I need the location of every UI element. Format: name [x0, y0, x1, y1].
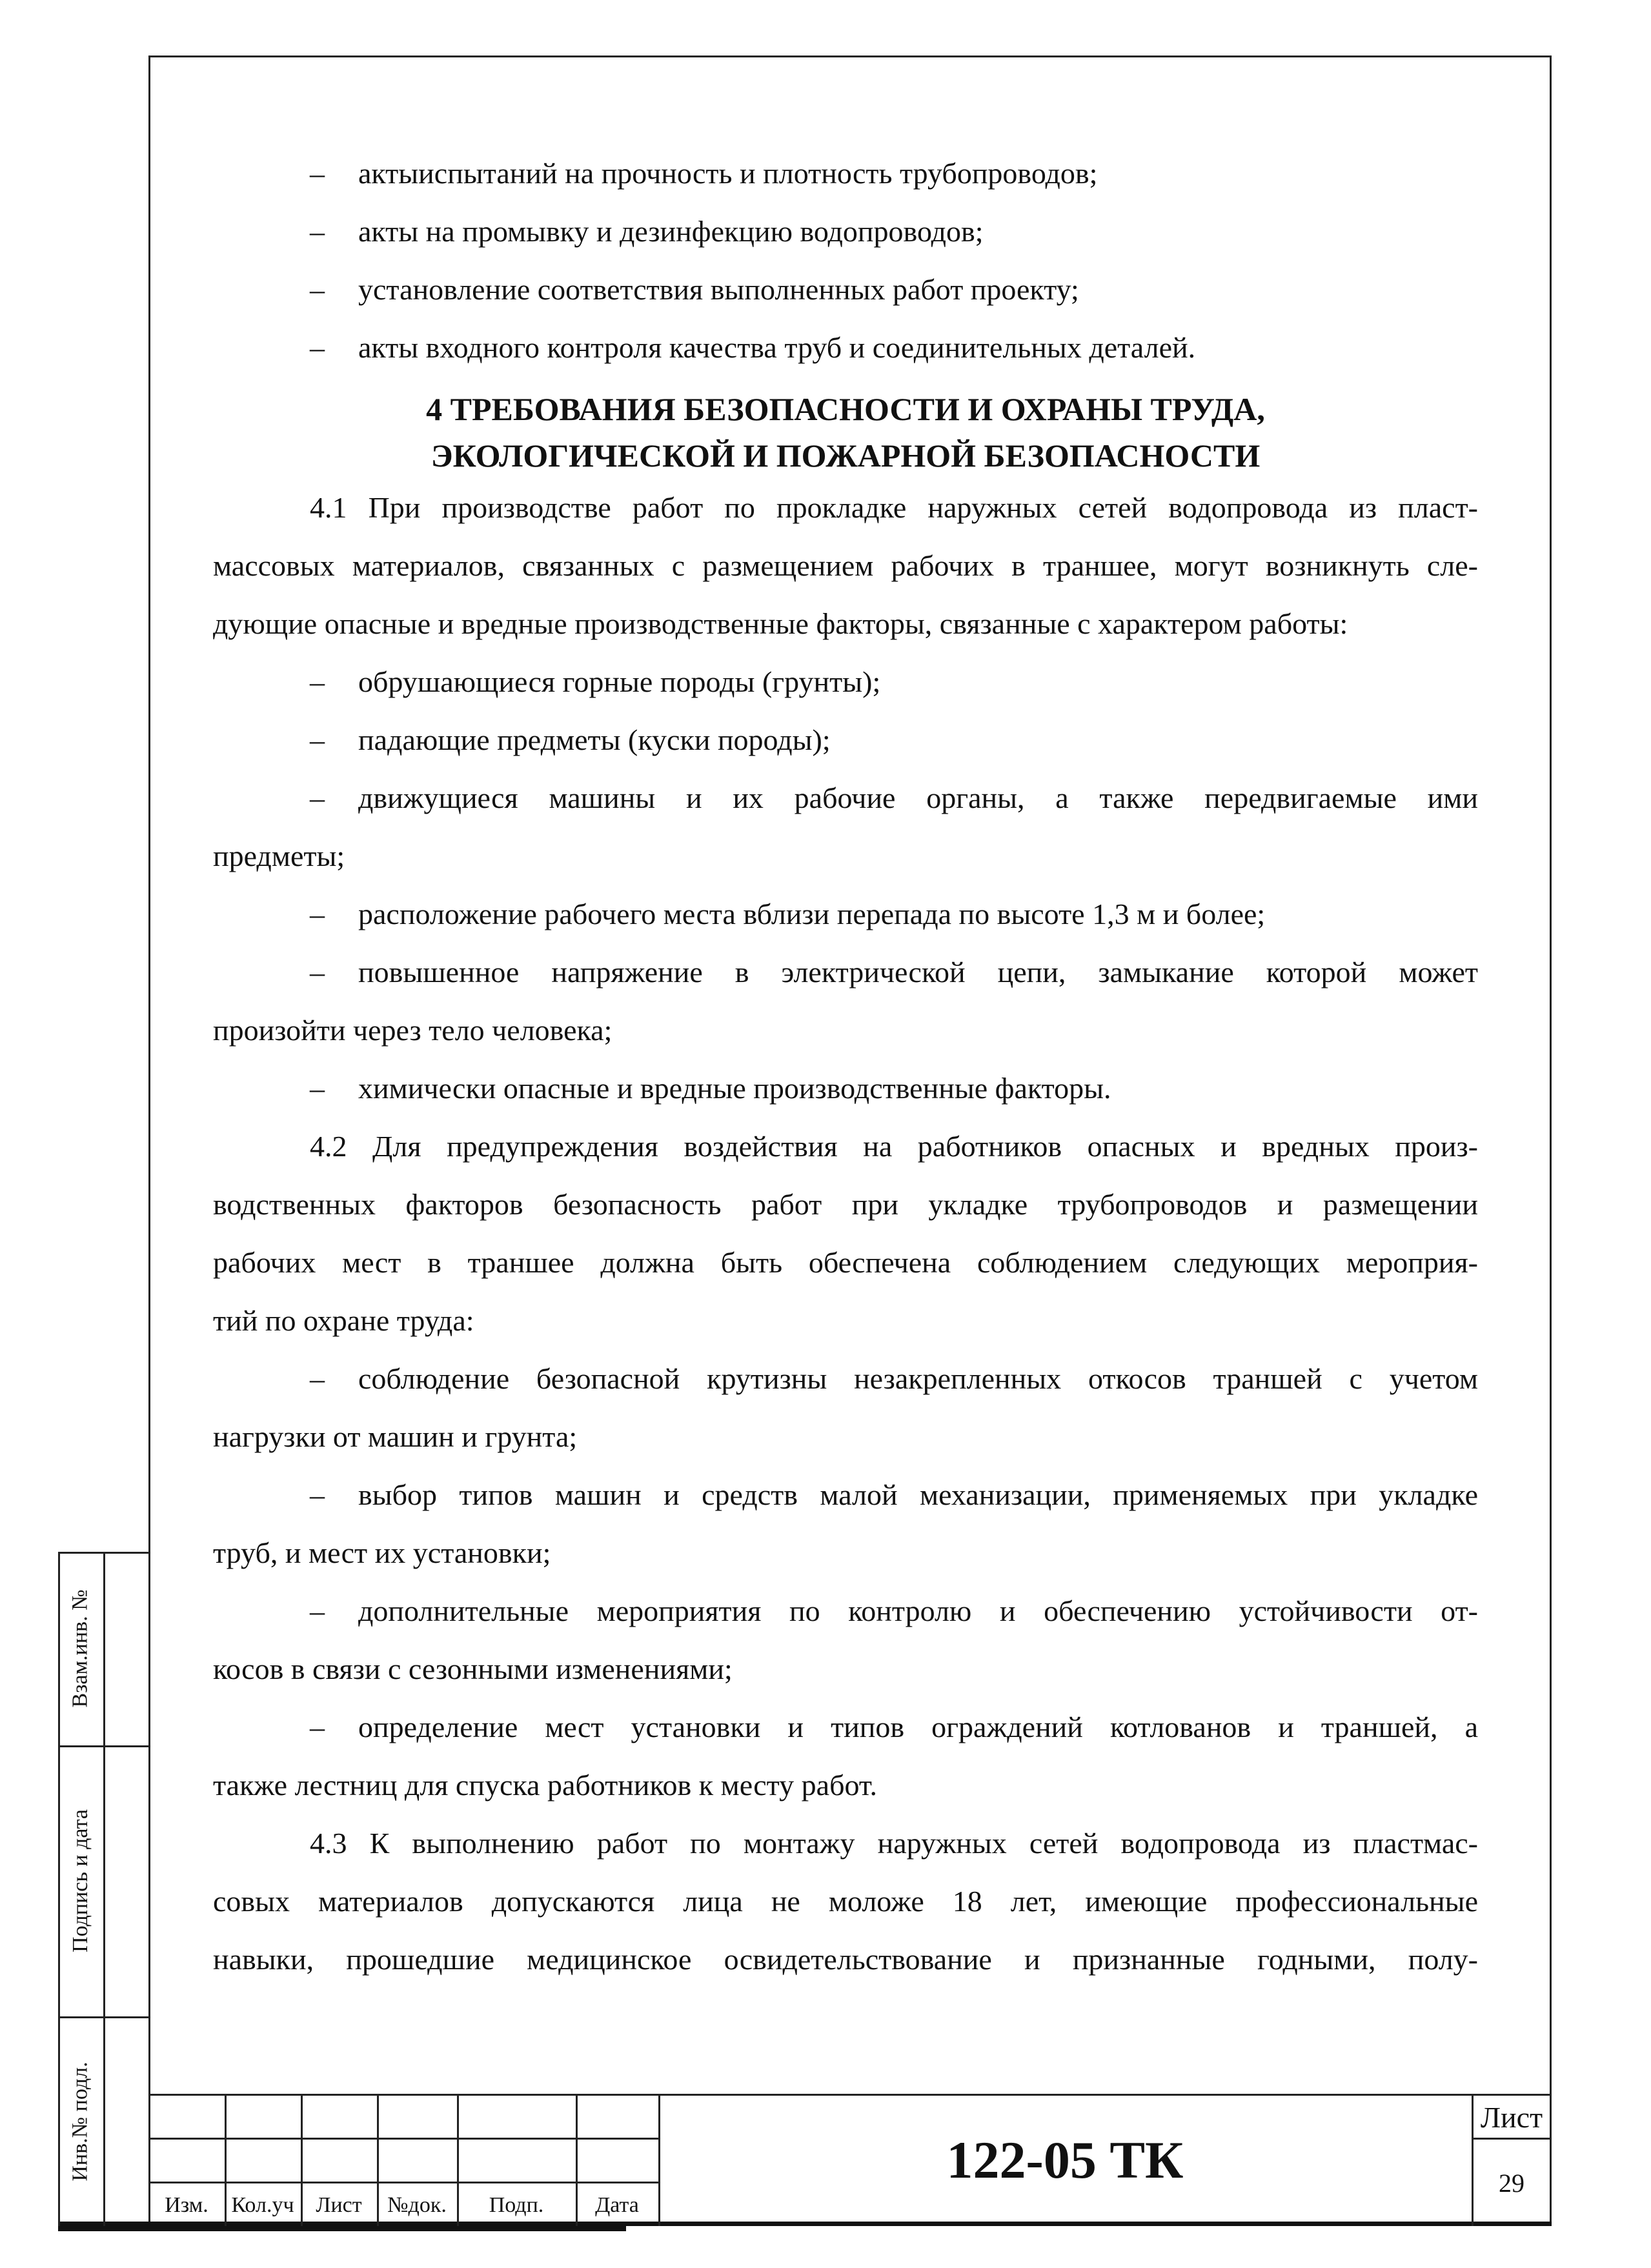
list-dash: –	[310, 157, 325, 190]
paragraph-text: дующие опасные и вредные производственные факторы, связанные с характером работы:	[213, 607, 1348, 640]
list-dash: –	[310, 215, 325, 248]
section-heading-line-2: ЭКОЛОГИЧЕСКОЙ И ПОЖАРНОЙ БЕЗОПАСНОСТИ	[430, 437, 1261, 474]
stamp-col-ndok: №док.	[387, 2193, 447, 2217]
frame-top-border	[148, 55, 1552, 57]
list-dash: –	[310, 665, 325, 698]
list-item	[213, 943, 1478, 1001]
list-item-text: предметы;	[213, 839, 345, 872]
list-item	[213, 711, 1478, 769]
list-item-text: химически опасные и вредные производственные факторы.	[358, 1072, 1111, 1105]
list-item-text: также лестниц для спуска работников к месту работ.	[213, 1769, 878, 1801]
list-item	[213, 1350, 1478, 1408]
paragraph-text: навыки, прошедшие медицинское освидетельствование и признанные годными, полу-	[213, 1943, 1478, 1976]
list-item-text: акты на промывку и дезинфекцию водопроводов;	[358, 215, 984, 248]
paragraph-line	[213, 1234, 1478, 1292]
side-stamp-column	[58, 1552, 150, 2226]
list-item-continuation	[213, 827, 1478, 885]
sheet-number: 29	[1499, 2168, 1524, 2198]
paragraph-text: 4.2 Для предупреждения воздействия на работников опасных и вредных произ-	[310, 1130, 1478, 1163]
paragraph-line	[213, 1118, 1478, 1176]
document-body	[213, 145, 1478, 1989]
list-dash: –	[310, 956, 325, 988]
paragraph-line	[213, 537, 1478, 595]
list-item-text: определение мест установки и типов ограждений котлованов и траншей, а	[358, 1711, 1478, 1743]
paragraph-line	[213, 1931, 1478, 1989]
list-item-continuation	[213, 1001, 1478, 1059]
list-item-continuation	[213, 1640, 1478, 1698]
stamp-col-podp: Подп.	[489, 2193, 544, 2217]
paragraph-text: водственных факторов безопасность работ при укладке трубопроводов и размещении	[213, 1188, 1478, 1221]
stamp-col-data: Дата	[595, 2193, 639, 2217]
list-item-text: установление соответствия выполненных работ проекту;	[358, 273, 1079, 306]
paragraph-line	[213, 1176, 1478, 1234]
list-item-text: произойти через тело человека;	[213, 1014, 613, 1047]
list-item-continuation	[213, 1756, 1478, 1814]
list-item	[213, 769, 1478, 827]
list-dash: –	[310, 1711, 325, 1743]
list-item	[213, 1059, 1478, 1118]
list-item-text: падающие предметы (куски породы);	[358, 723, 831, 756]
stamp-col-list: Лист	[316, 2193, 362, 2217]
list-dash: –	[310, 898, 325, 930]
paragraph-line	[213, 1292, 1478, 1350]
stamp-col-kol-uch: Кол.уч	[231, 2193, 294, 2217]
list-item-text: повышенное напряжение в электрической цепи, замыкание которой может	[358, 956, 1478, 988]
title-block	[148, 2094, 1552, 2226]
list-item-text: соблюдение безопасной крутизны незакрепленных откосов траншей с учетом	[358, 1362, 1478, 1395]
side-label-signature-date: Подпись и дата	[68, 1809, 92, 1952]
stamp-col-izm: Изм.	[165, 2193, 208, 2217]
list-item	[213, 1698, 1478, 1756]
paragraph-text: тий по охране труда:	[213, 1304, 474, 1337]
paragraph-text: совых материалов допускаются лица не моложе 18 лет, имеющие профессиональные	[213, 1885, 1478, 1918]
paragraph-line	[213, 1814, 1478, 1872]
section-heading-line-1: 4 ТРЕБОВАНИЯ БЕЗОПАСНОСТИ И ОХРАНЫ ТРУДА,	[426, 391, 1265, 427]
list-item-text: косов в связи с сезонными изменениями;	[213, 1652, 733, 1685]
list-item	[213, 885, 1478, 943]
list-dash: –	[310, 781, 325, 814]
list-item-text: акты входного контроля качества труб и соединительных деталей.	[358, 331, 1196, 364]
list-item-text: движущиеся машины и их рабочие органы, а также передвигаемые ими	[358, 781, 1478, 814]
list-item-continuation	[213, 1524, 1478, 1582]
sheet-label: Лист	[1480, 2100, 1543, 2134]
side-label-replace-inv: Взам.инв. №	[68, 1589, 93, 1708]
side-label-inv-original: Инв.№ подл.	[68, 2061, 93, 2182]
paragraph-text: 4.1 При производстве работ по прокладке наружных сетей водопровода из пласт-	[310, 491, 1478, 524]
paragraph-line	[213, 1872, 1478, 1931]
paragraph-text: массовых материалов, связанных с размещением рабочих в траншее, могут возникнуть сле-	[213, 549, 1478, 582]
paragraph-text: 4.3 К выполнению работ по монтажу наружных сетей водопровода из пластмас-	[310, 1827, 1478, 1860]
list-item-text: расположение рабочего места вблизи перепада по высоте 1,3 м и более;	[358, 898, 1266, 930]
list-dash: –	[310, 1594, 325, 1627]
title-block-rule	[1472, 2138, 1552, 2140]
list-item-text: дополнительные мероприятия по контролю и обеспечению устойчивости от-	[358, 1594, 1478, 1627]
list-item-text: нагрузки от машин и грунта;	[213, 1420, 578, 1453]
document-code: 122-05 ТК	[946, 2130, 1184, 2189]
list-item	[213, 1582, 1478, 1640]
list-dash: –	[310, 723, 325, 756]
list-item	[213, 653, 1478, 711]
list-item	[213, 203, 1478, 261]
list-item	[213, 319, 1478, 377]
list-item-continuation	[213, 1408, 1478, 1466]
list-item-text: труб, и мест их установки;	[213, 1536, 551, 1569]
list-dash: –	[310, 331, 325, 364]
frame-right-border	[1550, 55, 1552, 2226]
paragraph-line	[213, 595, 1478, 653]
list-item-text: выбор типов машин и средств малой механизации, применяемых при укладке	[358, 1478, 1478, 1511]
list-item-text: актыиспытаний на прочность и плотность трубопроводов;	[358, 157, 1098, 190]
list-dash: –	[310, 1362, 325, 1395]
list-dash: –	[310, 1072, 325, 1105]
list-item	[213, 1466, 1478, 1524]
list-item	[213, 145, 1478, 203]
paragraph-text: рабочих мест в траншее должна быть обеспечена соблюдением следующих мероприя-	[213, 1246, 1478, 1279]
list-item-text: обрушающиеся горные породы (грунты);	[358, 665, 881, 698]
paragraph-line	[213, 479, 1478, 537]
frame-bottom-accent	[58, 2226, 626, 2231]
list-dash: –	[310, 1478, 325, 1511]
list-item	[213, 261, 1478, 319]
side-stamp-divider	[103, 1552, 105, 2226]
list-dash: –	[310, 273, 325, 306]
